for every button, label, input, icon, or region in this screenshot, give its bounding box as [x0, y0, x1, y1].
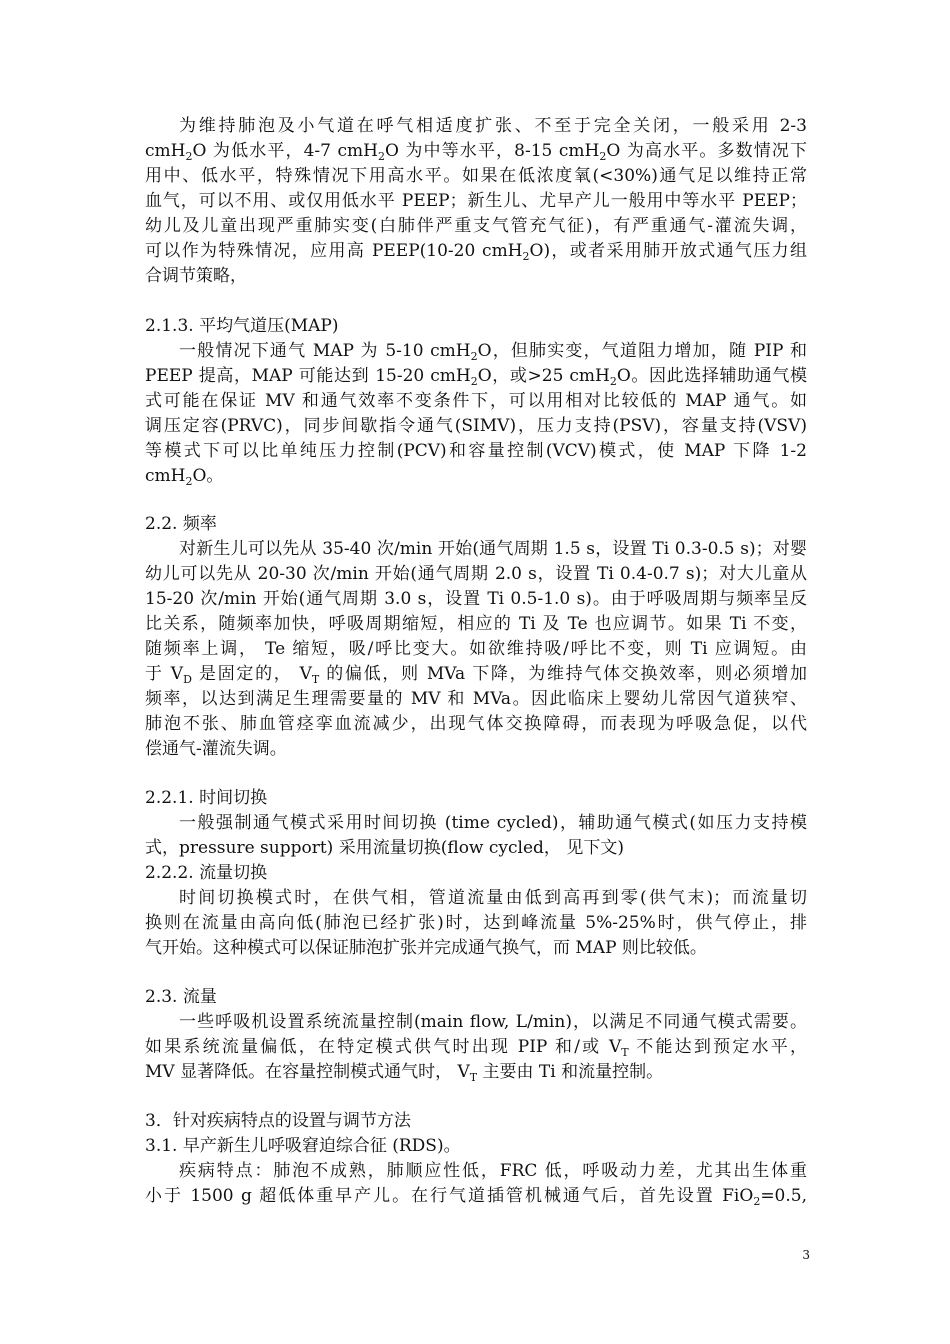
chapter-heading: 3．针对疾病特点的设置与调节方法 [145, 1111, 411, 1131]
text-line: 对新生儿可以先从 35-40 次/min 开始(通气周期 1.5 s，设置 Ti 0.3-0.5 s)；对婴 [179, 539, 807, 559]
text-line: 比关系，随频率加快，呼吸周期缩短，相应的 Ti 及 Te 也应调节。如果 Ti 不变， [145, 614, 807, 634]
text-line: 换则在流量由高向低(肺泡已经扩张)时，达到峰流量 5%-25%时，供气停止，排 [145, 913, 807, 933]
text-line: 式，pressure support) 采用流量切换(flow cycled， 见下文) [145, 838, 624, 858]
text-line: PEEP 提高，MAP 可能达到 15-20 cmH$_2$O，或>25 cmH$_2$O。因此选择辅助通气模 [145, 366, 807, 388]
flow-cycling-section [145, 861, 807, 961]
section-heading: 2.1.3. 平均气道压(MAP) [145, 316, 339, 336]
peep-paragraph [145, 114, 807, 289]
text-line: 等模式下可以比单纯压力控制(PCV)和容量控制(VCV)模式，使 MAP 下降 1-2 [145, 441, 807, 461]
text-line: 一般强制通气模式采用时间切换 (time cycled)，辅助通气模式(如压力支持模 [179, 813, 807, 833]
time-cycling-section [145, 786, 807, 861]
section-heading: 3.1. 早产新生儿呼吸窘迫综合征 (RDS)。 [145, 1136, 461, 1156]
text-line: 15-20 次/min 开始(通气周期 3.0 s，设置 Ti 0.5-1.0 s)。由于呼吸周期与频率呈反 [145, 589, 807, 609]
rate-section [145, 512, 807, 762]
map-section [145, 314, 807, 489]
text-line: 合调节策略， [145, 266, 247, 286]
rds-section [145, 1109, 807, 1209]
text-line: cmH$_2$O 为低水平，4-7 cmH$_2$O 为中等水平，8-15 cmH$_2$O 为高水平。多数情况下 [145, 141, 808, 163]
section-heading: 2.2.2. 流量切换 [145, 863, 268, 883]
flow-section [145, 985, 807, 1085]
text-line: 幼儿可以先从 20-30 次/min 开始(通气周期 2.0 s，设置 Ti 0.4-0.7 s)；对大儿童从 [145, 564, 807, 584]
text-line: 调压定容(PRVC)，同步间歇指令通气(SIMV)，压力支持(PSV)，容量支持(VSV) [145, 416, 807, 436]
text-line: 随频率上调， Te 缩短，吸/呼比变大。如欲维持吸/呼比不变，则 Ti 应调短。由 [145, 639, 807, 659]
section-heading: 2.2.1. 时间切换 [145, 788, 268, 808]
text-line: 时间切换模式时，在供气相，管道流量由低到高再到零(供气末)；而流量切 [179, 888, 807, 908]
text-line: 血气，可以不用、或仅用低水平 PEEP；新生儿、尤早产儿一般用中等水平 PEEP； [145, 191, 807, 211]
text-line: 气开始。这种模式可以保证肺泡扩张并完成通气换气，而 MAP 则比较低。 [145, 938, 707, 958]
section-heading: 2.2. 频率 [145, 514, 217, 534]
text-line: 疾病特点：肺泡不成熟，肺顺应性低，FRC 低，呼吸动力差，尤其出生体重 [179, 1161, 807, 1181]
text-line: 一些呼吸机设置系统流量控制(main flow, L/min)，以满足不同通气模式需要。 [179, 1012, 807, 1032]
text-line: 可以作为特殊情况，应用高 PEEP(10-20 cmH$_2$O)，或者采用肺开放式通气压力组 [145, 241, 807, 263]
text-line: 幼儿及儿童出现严重肺实变(白肺伴严重支气管充气征)，有严重通气-灌流失调， [145, 216, 807, 236]
text-line: 肺泡不张、肺血管痉挛血流减少，出现气体交换障碍，而表现为呼吸急促，以代 [145, 714, 807, 734]
page-number: 3 [802, 1248, 810, 1262]
text-line: 一般情况下通气 MAP 为 5-10 cmH$_2$O，但肺实变，气道阻力增加，随 PIP 和 [179, 341, 807, 363]
text-line: 于 $V_D$ 是固定的， $V_T$ 的偏低，则 MVa 下降，为维持气体交换效率，则必须增加 [145, 664, 808, 686]
section-heading: 2.3. 流量 [145, 987, 217, 1007]
text-line: MV 显著降低。在容量控制模式通气时， $V_T$ 主要由 Ti 和流量控制。 [145, 1062, 664, 1084]
text-line: 用中、低水平，特殊情况下用高水平。如果在低浓度氧(<30%)通气足以维持正常 [145, 166, 807, 186]
text-line: 如果系统流量偏低，在特定模式供气时出现 PIP 和/或 $V_T$ 不能达到预定水平， [145, 1037, 807, 1059]
text-line: cmH$_2$O。 [145, 466, 224, 488]
text-line: 小于 1500 g 超低体重早产儿。在行气道插管机械通气后，首先设置 FiO$_2$=0.5, [145, 1186, 807, 1208]
text-line: 式可能在保证 MV 和通气效率不变条件下，可以用相对比较低的 MAP 通气。如 [145, 391, 807, 411]
text-line: 为维持肺泡及小气道在呼气相适度扩张、不至于完全关闭，一般采用 2-3 [179, 116, 807, 136]
text-line: 偿通气-灌流失调。 [145, 739, 287, 759]
text-line: 频率，以达到满足生理需要量的 MV 和 MVa。因此临床上婴幼儿常因气道狭窄、 [145, 689, 807, 709]
